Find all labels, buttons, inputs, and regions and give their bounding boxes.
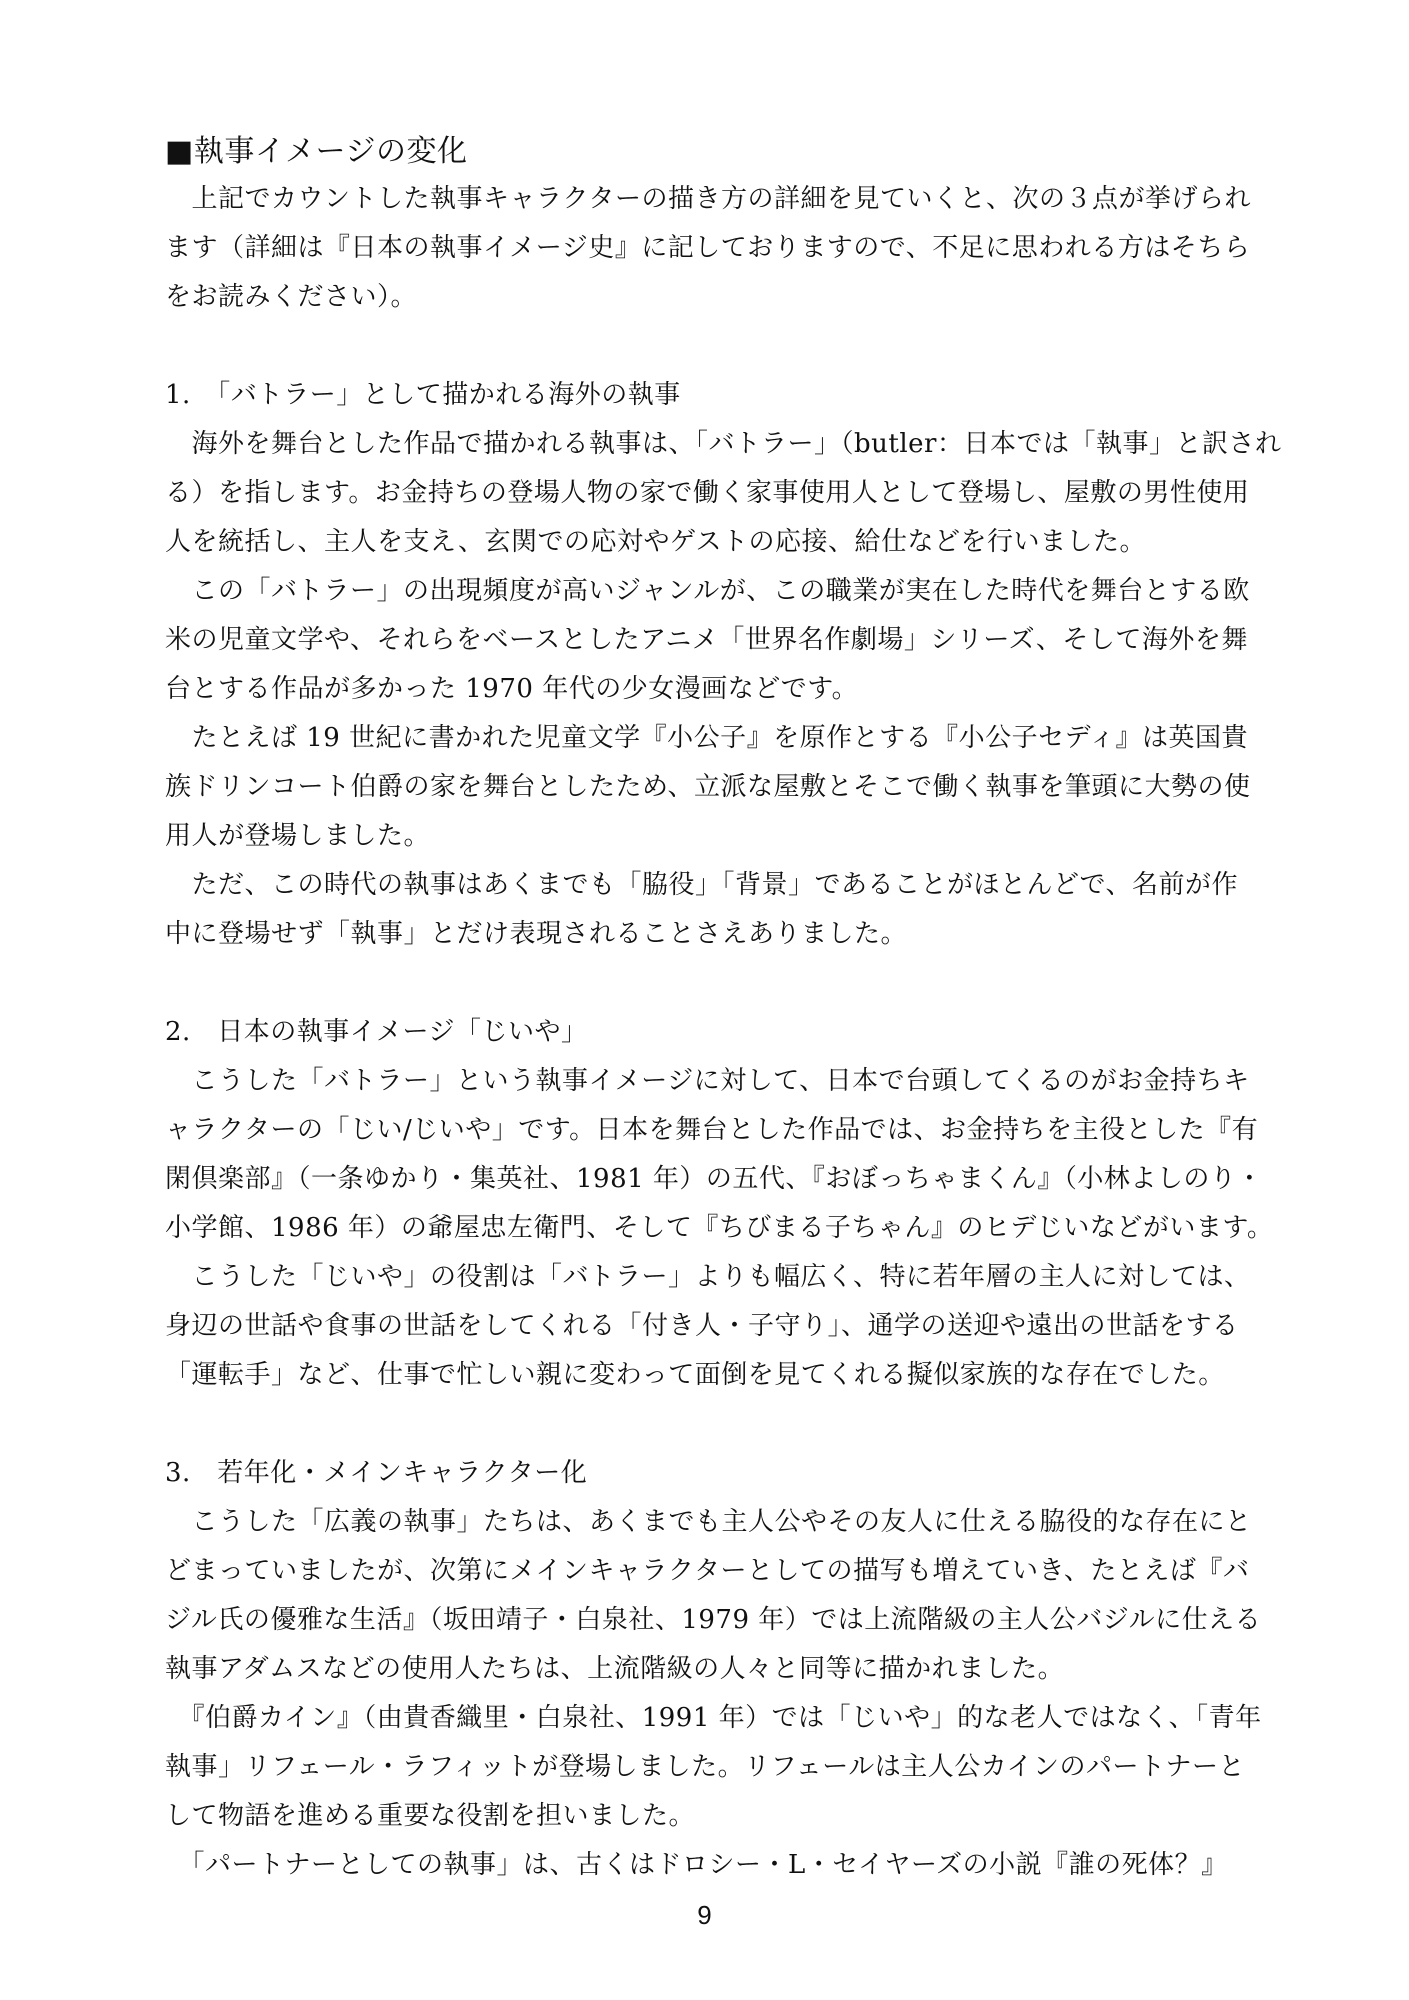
body-line: 「パートナーとしての執事」は、古くはドロシー・L・セイヤーズの小説『誰の死体？』 <box>165 1850 1228 1880</box>
body-line: この「バトラー」の出現頻度が高いジャンルが、この職業が実在した時代を舞台とする欧 <box>165 576 1250 606</box>
section-title: ■執事イメージの変化 <box>165 134 468 169</box>
body-line: ただ、この時代の執事はあくまでも「脇役」「背景」であることがほとんどで、名前が作 <box>165 870 1238 900</box>
body-line: 『伯爵カイン』（由貴香織里・白泉社、1991 年）では「じいや」的な老人ではなく、「青年 <box>165 1703 1262 1733</box>
body-line: 米の児童文学や、それらをベースとしたアニメ「世界名作劇場」シリーズ、そして海外を舞 <box>165 625 1248 655</box>
body-line: こうした「バトラー」という執事イメージに対して、日本で台頭してくるのがお金持ちキ <box>165 1066 1250 1096</box>
body-line: 執事」リフェール・ラフィットが登場しました。リフェールは主人公カインのパートナーと <box>165 1752 1246 1782</box>
body-line: して物語を進める重要な役割を担いました。 <box>165 1801 696 1831</box>
body-line: 小学館、1986 年）の爺屋忠左衛門、そして『ちびまる子ちゃん』のヒデじいなどがいます。 <box>165 1213 1274 1243</box>
intro-line: 上記でカウントした執事キャラクターの描き方の詳細を見ていくと、次の３点が挙げられ <box>165 184 1251 214</box>
body-line: る）を指します。お金持ちの登場人物の家で働く家事使用人として登場し、屋敷の男性使用 <box>165 478 1250 508</box>
section-heading-1: 1. 「バトラー」として描かれる海外の執事 <box>165 380 681 410</box>
body-line: 海外を舞台とした作品で描かれる執事は、「バトラー」（butler：日本では「執事」と訳され <box>165 429 1282 459</box>
section-heading-3: 3. 若年化・メインキャラクター化 <box>165 1458 588 1488</box>
body-line: どまっていましたが、次第にメインキャラクターとしての描写も増えていき、たとえば『バ <box>165 1556 1250 1586</box>
body-line: 執事アダムスなどの使用人たちは、上流階級の人々と同等に描かれました。 <box>165 1654 1065 1684</box>
body-line: こうした「広義の執事」たちは、あくまでも主人公やその友人に仕える脇役的な存在にと <box>165 1507 1252 1537</box>
body-line: 中に登場せず「執事」とだけ表現されることさえありました。 <box>165 919 908 949</box>
body-line: 族ドリンコート伯爵の家を舞台としたため、立派な屋敷とそこで働く執事を筆頭に大勢の使 <box>165 772 1251 802</box>
section-heading-2: 2. 日本の執事イメージ「じいや」 <box>165 1017 588 1047</box>
intro-line: ます（詳細は『日本の執事イメージ史』に記しておりますので、不足に思われる方はそちら <box>165 233 1251 263</box>
page-number: 9 <box>697 1900 712 1930</box>
body-line: 「運転手」など、仕事で忙しい親に変わって面倒を見てくれる擬似家族的な存在でした。 <box>165 1360 1225 1390</box>
body-line: ジル氏の優雅な生活』（坂田靖子・白泉社、1979 年）では上流階級の主人公バジルに仕える <box>165 1605 1262 1635</box>
body-line: 閑倶楽部』（一条ゆかり・集英社、1981 年）の五代、『おぼっちゃまくん』（小林よしのり・ <box>165 1164 1263 1194</box>
intro-line: をお読みください）。 <box>165 282 418 312</box>
body-line: こうした「じいや」の役割は「バトラー」よりも幅広く、特に若年層の主人に対しては、 <box>165 1262 1251 1292</box>
body-line: 身辺の世話や食事の世話をしてくれる「付き人・子守り」、通学の送迎や遠出の世話をする <box>165 1311 1239 1341</box>
body-line: 台とする作品が多かった 1970 年代の少女漫画などです。 <box>165 674 859 704</box>
body-line: ャラクターの「じい/じいや」です。日本を舞台とした作品では、お金持ちを主役とした『有 <box>165 1115 1259 1145</box>
body-line: たとえば 19 世紀に書かれた児童文学『小公子』を原作とする『小公子セディ』は英国貴 <box>165 723 1249 753</box>
body-line: 用人が登場しました。 <box>165 821 431 851</box>
body-line: 人を統括し、主人を支え、玄関での応対やゲストの応接、給仕などを行いました。 <box>165 527 1147 557</box>
